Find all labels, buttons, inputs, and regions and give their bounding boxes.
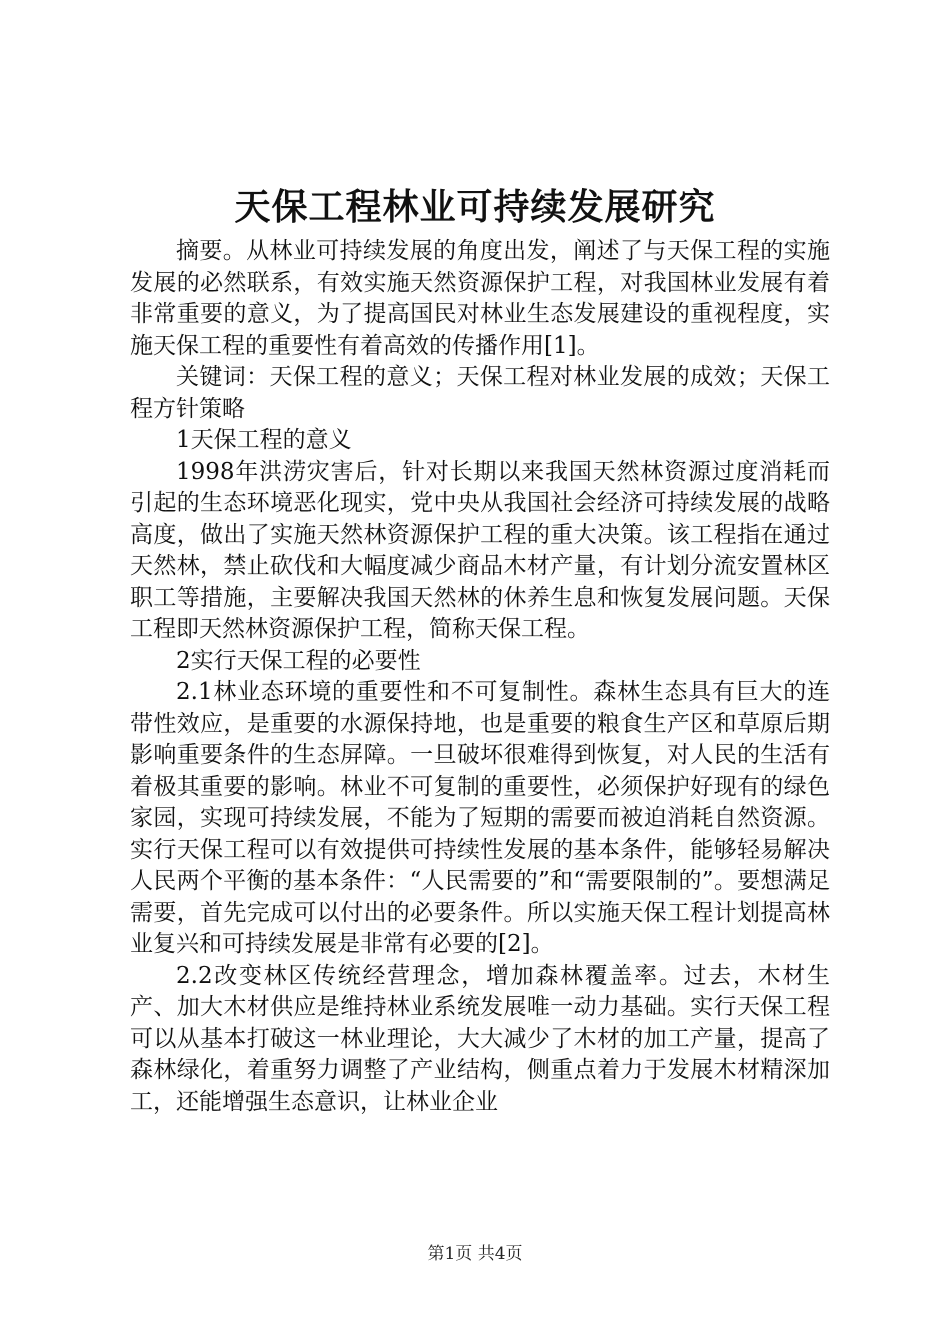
abstract-paragraph: 摘要。从林业可持续发展的角度出发，阐述了与天保工程的实施发展的必然联系，有效实施天然资源保护工程，对我国林业发展有着非常重要的意义，为了提高国民对林业生态发展建设的重视程度，实施天保工程的重要性有着高效的传播作用[1]。 — [130, 238, 830, 359]
section-2-2-paragraph: 2.2改变林区传统经营理念，增加森林覆盖率。过去，木材生产、加大木材供应是维持林业系统发展唯一动力基础。实行天保工程可以从基本打破这一林业理论，大大减少了木材的加工产量，提高了森林绿化，着重努力调整了产业结构，侧重点着力于发展木材精深加工，还能增强生态意识，让林业企业 — [130, 962, 830, 1115]
section-2-1-paragraph: 2.1林业态环境的重要性和不可复制性。森林生态具有巨大的连带性效应，是重要的水源保持地，也是重要的粮食生产区和草原后期影响重要条件的生态屏障。一旦破坏很难得到恢复，对人民的生活有着极其重要的影响。林业不可复制的重要性，必须保护好现有的绿色家园，实现可持续发展，不能为了短期的需要而被迫消耗自然资源。实行天保工程可以有效提供可持续性发展的基本条件，能够轻易解决人民两个平衡的基本条件：“人民需要的”和“需要限制的”。要想满足需要，首先完成可以付出的必要条件。所以实施天保工程计划提高林业复兴和可持续发展是非常有必要的[2]。 — [130, 679, 830, 957]
section-1-paragraph: 1998年洪涝灾害后，针对长期以来我国天然林资源过度消耗而引起的生态环境恶化现实，党中央从我国社会经济可持续发展的战略高度，做出了实施天然林资源保护工程的重大决策。该工程指在通过天然林，禁止砍伐和大幅度减少商品木材产量，有计划分流安置林区职工等措施，主要解决我国天然林的休养生息和恢复发展问题。天保工程即天然林资源保护工程，简称天保工程。 — [130, 458, 830, 642]
section-heading-2: 2实行天保工程的必要性 — [176, 647, 421, 674]
section-heading-1: 1天保工程的意义 — [176, 427, 352, 453]
keywords-paragraph: 关键词：天保工程的意义；天保工程对林业发展的成效；天保工程方针策略 — [130, 364, 830, 422]
document-title: 天保工程林业可持续发展研究 — [234, 186, 716, 228]
document-body — [130, 236, 830, 1118]
page-footer: 第1页 共4页 — [427, 1244, 523, 1264]
